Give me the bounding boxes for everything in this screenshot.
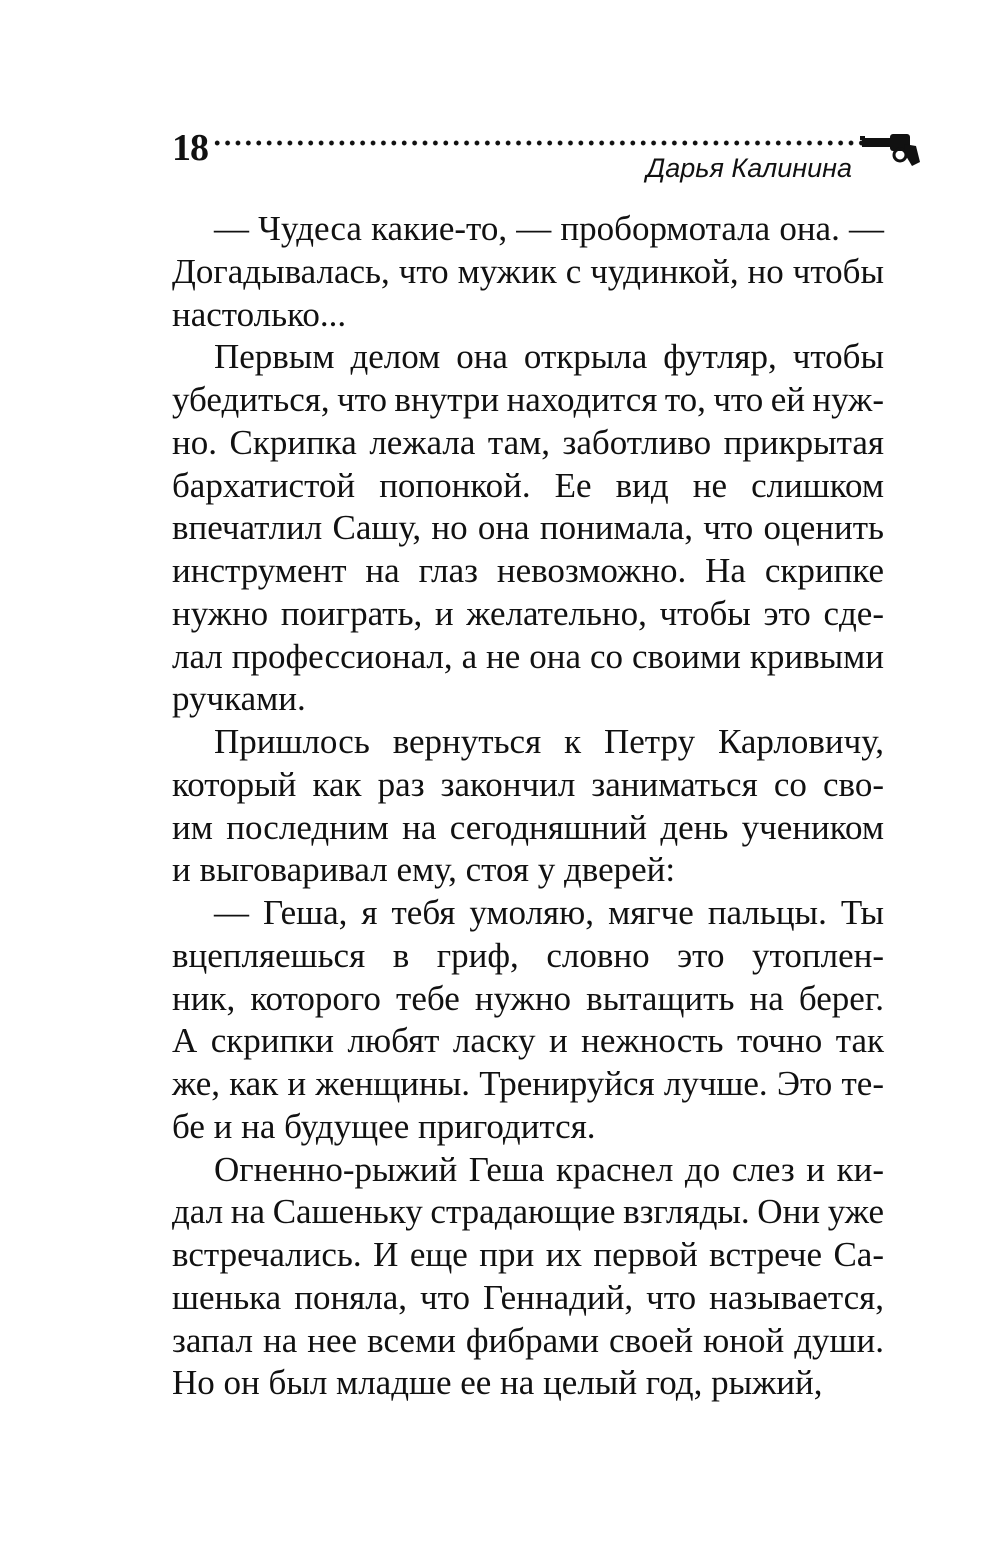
text-line: вцепляешься в гриф, словно это утоплен- bbox=[172, 935, 884, 975]
text-line: Но он был младше ее на целый год, рыжий, bbox=[172, 1363, 823, 1403]
text-line: ручками. bbox=[172, 679, 306, 719]
text-line: — Геша, я тебя умоляю, мягче пальцы. Ты bbox=[214, 893, 884, 932]
text-line: Догадывалась, что мужик с чудинкой, но чтобы bbox=[172, 251, 884, 291]
text-line: впечатлил Сашу, но она понимала, что оценить bbox=[172, 508, 884, 548]
text-line: лал профессионал, а не она со своими кривыми bbox=[172, 636, 884, 676]
text-line: ник, которого тебе нужно вытащить на берег. bbox=[172, 978, 884, 1018]
text-line: им последним на сегодняшний день учеником bbox=[172, 807, 884, 847]
dotted-leader bbox=[212, 138, 862, 148]
text-line: бархатистой попонкой. Ее вид не слишком bbox=[172, 465, 884, 505]
page-number: 18 bbox=[172, 127, 208, 169]
text-line: А скрипки любят ласку и нежность точно так bbox=[172, 1021, 884, 1061]
text-line: но. Скрипка лежала там, заботливо прикрытая bbox=[172, 422, 884, 462]
text-line: — Чудеса какие-то, — пробормотала она. — bbox=[214, 209, 884, 248]
text-line: Пришлось вернуться к Петру Карловичу, bbox=[214, 722, 884, 761]
paragraph bbox=[172, 721, 884, 892]
text-line: встречались. И еще при их первой встрече Са- bbox=[172, 1235, 884, 1274]
paragraph bbox=[172, 208, 884, 336]
author-name: Дарья Калинина bbox=[646, 153, 852, 183]
text-line: дал на Сашеньку страдающие взгляды. Они уже bbox=[172, 1192, 884, 1232]
text-line: бе и на будущее пригодится. bbox=[172, 1106, 596, 1146]
running-header bbox=[172, 122, 932, 192]
text-line: инструмент на глаз невозможно. На скрипке bbox=[172, 551, 884, 590]
text-line: и выговаривал ему, стоя у дверей: bbox=[172, 850, 676, 890]
text-line: убедиться, что внутри находится то, что ей нуж- bbox=[172, 380, 884, 419]
text-line: шенька поняла, что Геннадий, что называется, bbox=[172, 1277, 884, 1317]
text-line: запал на нее всеми фибрами своей юной души. bbox=[172, 1320, 884, 1360]
text-line: нужно поиграть, и желательно, чтобы это сде- bbox=[172, 593, 884, 633]
text-line: Огненно-рыжий Геша краснел до слез и ки- bbox=[214, 1149, 884, 1189]
paragraph bbox=[172, 336, 884, 721]
text-line: же, как и женщины. Тренируйся лучше. Это те- bbox=[172, 1064, 884, 1103]
body-text bbox=[172, 208, 884, 1405]
text-line: Первым делом она открыла футляр, чтобы bbox=[214, 337, 884, 377]
paragraph bbox=[172, 892, 884, 1149]
paragraph bbox=[172, 1149, 884, 1406]
text-line: который как раз закончил заниматься со сво- bbox=[172, 764, 884, 804]
text-line: настолько... bbox=[172, 294, 347, 334]
revolver-icon bbox=[860, 128, 922, 168]
